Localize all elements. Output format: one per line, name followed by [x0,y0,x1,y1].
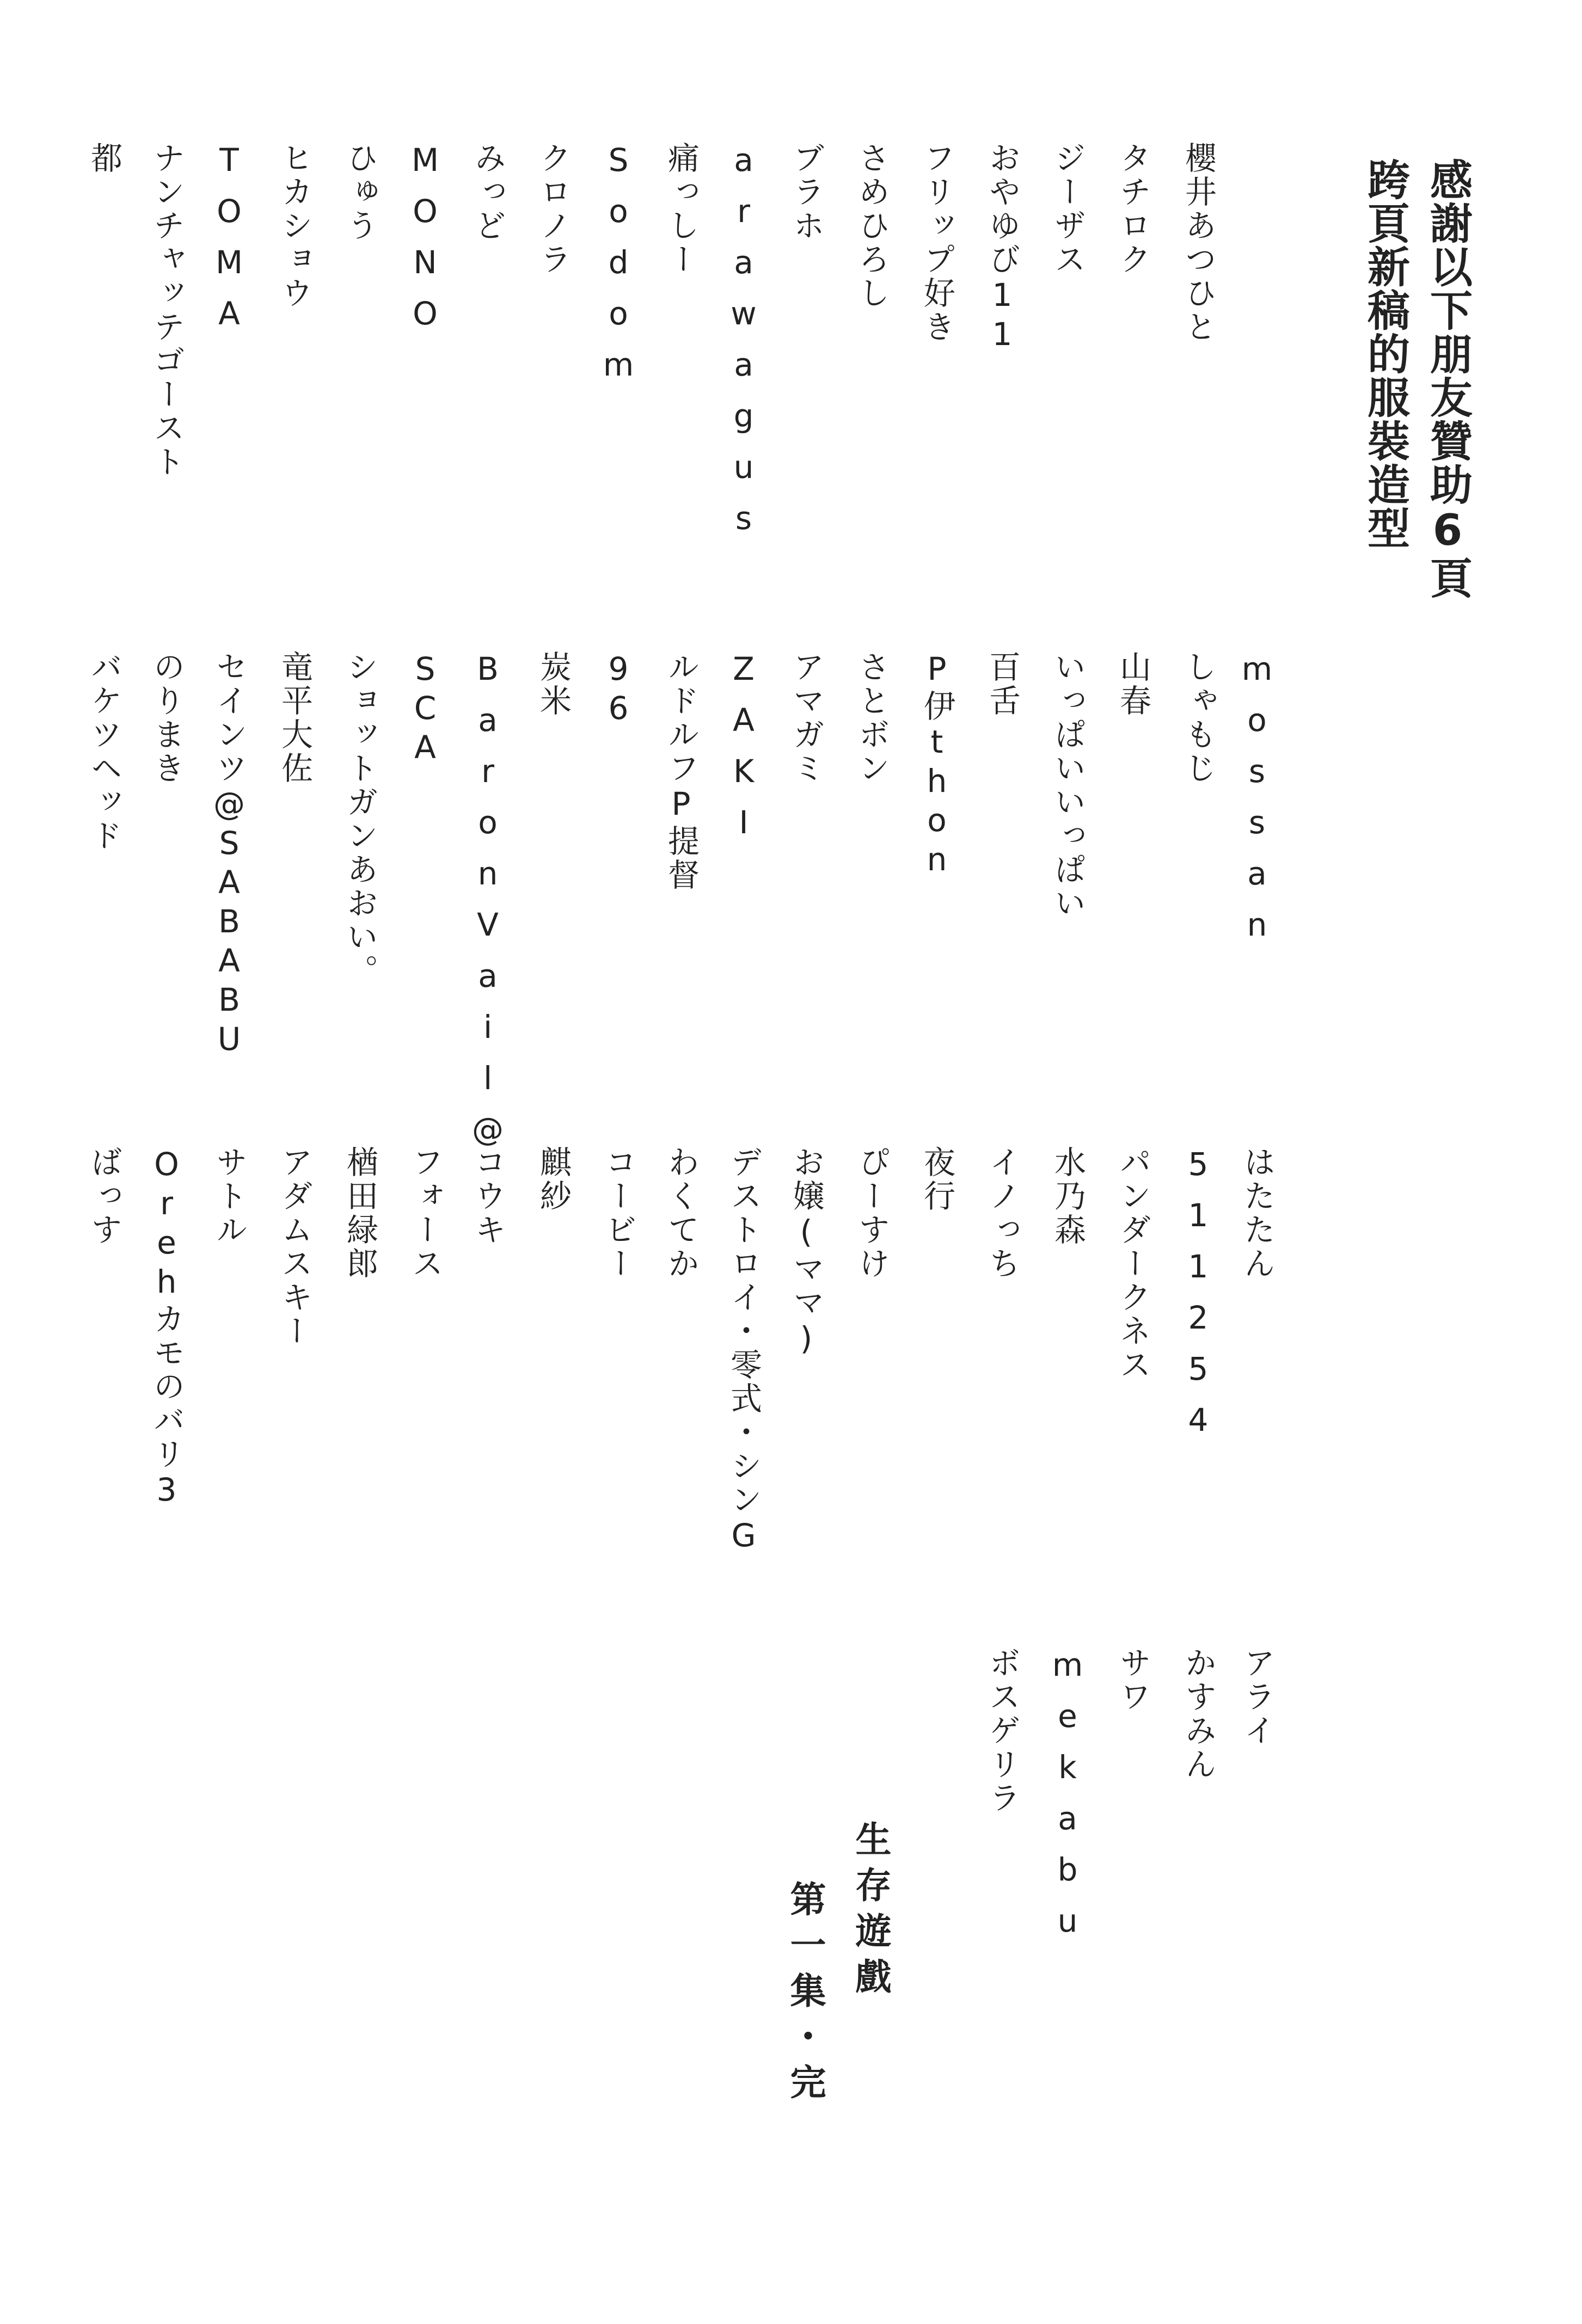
sponsor-name: さめひろし [853,142,890,310]
sponsor-name: TOMA [211,142,248,346]
sponsor-name: ルドルフP提督 [663,650,700,892]
sponsor-name: BaronVail@ [469,650,506,1162]
sponsor-name: 炭米 [535,650,572,718]
sponsor-name: セインツ@SABABU [211,650,248,1060]
sponsor-name: パンダークネス [1114,1146,1151,1382]
sponsor-name: ブラホ [788,142,825,243]
sponsor-name: Orehカモのバリ3 [148,1146,185,1510]
sponsor-name: ボスゲリラ [984,1646,1021,1815]
sponsor-name: ばっす [85,1146,122,1247]
sponsor-name: のりまき [148,650,185,785]
sponsor-name: ひゅう [341,142,378,243]
sponsor-name: クロノラ [535,142,572,276]
sponsor-name: 楢田緑郎 [341,1146,378,1281]
sponsor-name: おやゆび11 [984,142,1021,355]
sponsor-name: ぴーすけ [853,1146,890,1281]
sponsor-name: ZAKI [725,650,762,855]
sponsor-name: 水乃森 [1049,1146,1086,1247]
sponsor-name: デストロイ・零式・シンG [725,1146,762,1556]
heading-line-2: 跨頁新稿的服裝造型 [1360,158,1409,550]
sponsor-name: コウキ [469,1146,506,1247]
sponsor-name: 竜平大佐 [276,650,313,785]
sponsor-name: さとボン [853,650,890,785]
sponsor-name: サワ [1114,1646,1151,1714]
sponsor-name: MONO [407,142,444,346]
sponsor-name: 511254 [1180,1146,1217,1453]
volume-end-note: 第一集・完 [784,1880,826,2109]
sponsor-name: ナンチャッテゴースト [148,142,185,479]
sponsor-name: 山春 [1114,650,1151,718]
sponsor-name: コービー [600,1146,637,1281]
sponsor-name: ジーザス [1049,142,1086,276]
sponsor-name: 櫻井あつひと [1180,142,1217,344]
sponsor-name: フリップ好き [918,142,955,344]
sponsor-name: 麒紗 [535,1146,572,1213]
sponsor-name: イノっち [984,1146,1021,1281]
sponsor-name: お嬢(ママ) [788,1146,825,1359]
series-title: 生存遊戲 [849,1821,891,2003]
sponsor-name: SCA [407,650,444,768]
sponsor-name: 百舌 [984,650,1021,718]
sponsor-name: P伊thon [918,650,955,880]
sponsor-name: 都 [85,142,122,175]
sponsor-name: Sodom [600,142,637,397]
sponsor-name: アダムスキー [276,1146,313,1348]
sponsor-name: アライ [1238,1646,1276,1748]
sponsor-name: みっど [469,142,506,243]
sponsor-name: わくてか [663,1146,700,1281]
sponsor-name: かすみん [1180,1646,1217,1781]
sponsor-name: バケツヘッド [85,650,122,853]
sponsor-name: 夜行 [918,1146,955,1213]
sponsor-name: 96 [600,650,637,729]
sponsor-name: サトル [211,1146,248,1247]
sponsor-name: ショットガンあおい。 [341,650,378,988]
sponsor-name: はたたん [1238,1146,1276,1281]
sponsor-name: mossan [1238,650,1276,957]
sponsor-name: しゃもじ [1180,650,1217,785]
sponsor-name: タチロク [1114,142,1151,276]
sponsor-name: フォース [407,1146,444,1281]
heading-line-1: 感謝以下朋友贊助6頁 [1423,158,1472,600]
sponsor-name: アマガミ [788,650,825,785]
sponsor-name: 痛っしー [663,142,700,276]
sponsor-name: mekabu [1049,1646,1086,1953]
sponsor-name: いっぱいいっぱい [1049,650,1086,920]
sponsor-name: ヒカショウ [276,142,313,310]
sponsor-name: arawagus [725,142,762,551]
